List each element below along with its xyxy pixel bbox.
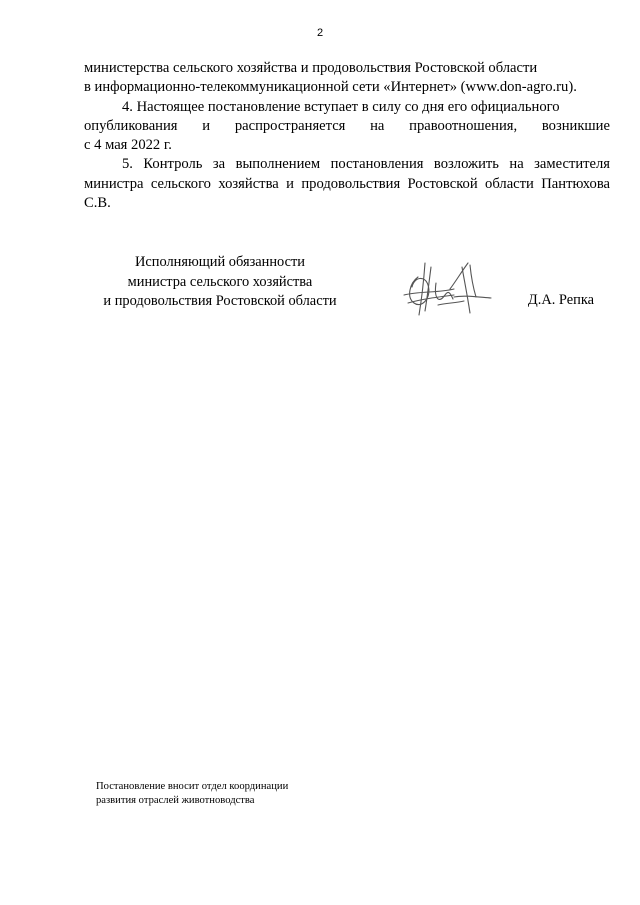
- page-number: 2: [316, 27, 324, 39]
- signer-name: Д.А. Репка: [527, 292, 594, 308]
- signer-title-line: и продовольствия Ростовской области: [103, 293, 337, 309]
- paragraph-line: министерства сельского хозяйства и продовольствия Ростовской области: [84, 60, 538, 76]
- signature-block: [0, 253, 640, 323]
- signer-title-line: министра сельского хозяйства: [127, 273, 313, 290]
- word: распространяется: [234, 117, 346, 134]
- paragraph-justified-line: [84, 117, 610, 136]
- paragraph-line: в информационно-телекоммуникационной сети «Интернет» (www.don-agro.ru).: [84, 79, 577, 96]
- word: и: [202, 117, 211, 134]
- paragraph-continuation: [84, 59, 610, 98]
- word: опубликования: [84, 117, 178, 134]
- footer-note: [96, 780, 288, 808]
- word: возникшие: [541, 117, 610, 134]
- document-body: [84, 59, 610, 213]
- footer-line: развития отраслей животноводства: [96, 794, 255, 806]
- paragraph-item-4: [84, 98, 610, 156]
- footer-line: Постановление вносит отдел координации: [96, 781, 289, 792]
- paragraph-item-5: 5. Контроль за выполнением постановления возложить на заместителя министра сельского хозяйства и продовольствия Ростовской области Пантюхова С.В.: [84, 156, 610, 212]
- paragraph-line: 4. Настоящее постановление вступает в силу со дня его официального: [122, 98, 560, 115]
- paragraph-line: с 4 мая 2022 г.: [84, 137, 172, 154]
- handwritten-signature: [398, 253, 493, 321]
- signer-title-line: Исполняющий обязанности: [134, 254, 305, 270]
- word: на: [370, 117, 385, 134]
- signer-title: [84, 253, 356, 312]
- word: правоотношения,: [409, 117, 518, 134]
